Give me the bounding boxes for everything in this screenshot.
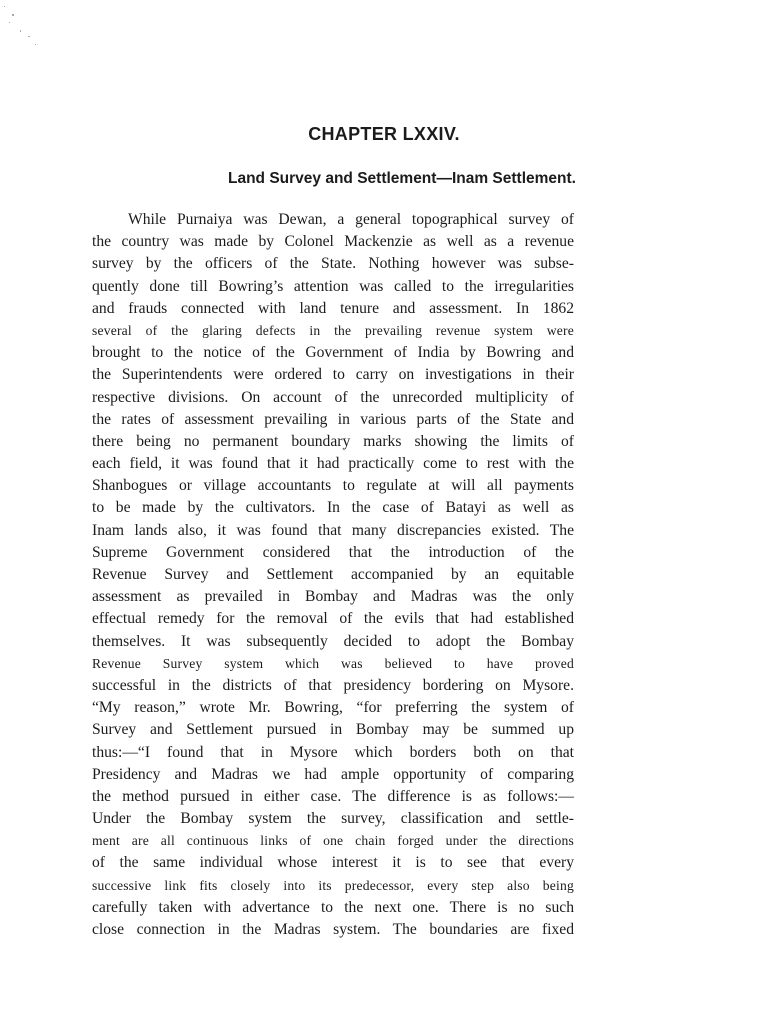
text-line: successful in the districts of that presidency bordering on Mysore. <box>92 676 574 694</box>
text-line: Survey and Settlement pursued in Bombay may be summed up <box>92 721 574 739</box>
text-line: of the same individual whose interest it is to see that every <box>92 854 574 872</box>
text-line: respective divisions. On account of the unrecorded multiplicity of <box>92 388 574 406</box>
scan-speck <box>12 14 14 16</box>
text-line: carefully taken with advertance to the next one. There is no such <box>92 898 574 916</box>
text-line: survey by the officers of the State. Nothing however was subse- <box>92 255 574 273</box>
text-line: thus:—“I found that in Mysore which borders both on that <box>92 743 574 761</box>
text-line: Revenue Survey and Settlement accompanied by an equitable <box>92 566 574 583</box>
text-line: Under the Bombay system the survey, classification and settle- <box>92 810 574 828</box>
text-line: Inam lands also, it was found that many discrepancies existed. The <box>92 521 574 539</box>
scan-speck <box>9 22 10 23</box>
text-line: While Purnaiya was Dewan, a general topographical survey of <box>128 211 574 228</box>
text-line: ment are all continuous links of one chain forged under the directions <box>92 833 574 849</box>
text-line: several of the glaring defects in the prevailing revenue system were <box>92 322 574 338</box>
text-line: the country was made by Colonel Mackenzie as well as a revenue <box>92 233 574 251</box>
scan-speck <box>4 6 5 7</box>
scan-speck <box>35 44 36 45</box>
text-line: Presidency and Madras we had ample opportunity of comparing <box>92 765 574 783</box>
text-line: assessment as prevailed in Bombay and Madras was the only <box>92 588 574 606</box>
scan-speck <box>28 36 30 37</box>
chapter-heading: CHAPTER LXXIV. <box>308 124 460 144</box>
text-line: Shanbogues or village accountants to regulate at will all payments <box>92 477 574 495</box>
text-line: effectual remedy for the removal of the evils that had established <box>92 610 574 628</box>
text-line: “My reason,” wrote Mr. Bowring, “for preferring the system of <box>92 699 574 717</box>
text-line: the method pursued in either case. The difference is as follows:— <box>92 787 574 805</box>
text-line: brought to the notice of the Government of India by Bowring and <box>92 344 574 362</box>
text-line: Supreme Government considered that the introduction of the <box>92 543 574 561</box>
text-line: themselves. It was subsequently decided to adopt the Bombay <box>92 632 574 650</box>
chapter-subtitle: Land Survey and Settlement—Inam Settlement. <box>228 170 576 187</box>
scan-speck <box>20 30 21 32</box>
body-paragraph <box>92 209 574 941</box>
text-line: successive link fits closely into its predecessor, every step also being <box>92 877 574 893</box>
text-line: each field, it was found that it had practically come to rest with the <box>92 455 574 473</box>
text-line: the rates of assessment prevailing in various parts of the State and <box>92 410 574 428</box>
text-line: there being no permanent boundary marks showing the limits of <box>92 432 574 450</box>
text-line: close connection in the Madras system. The boundaries are fixed <box>92 921 574 938</box>
text-line: quently done till Bowring’s attention was called to the irregularities <box>92 277 574 295</box>
text-line: the Superintendents were ordered to carry on investigations in their <box>92 366 574 384</box>
text-line: to be made by the cultivators. In the case of Batayi as well as <box>92 499 574 517</box>
text-line: and frauds connected with land tenure and assessment. In 1862 <box>92 299 574 317</box>
text-line: Revenue Survey system which was believed to have proved <box>92 655 574 671</box>
